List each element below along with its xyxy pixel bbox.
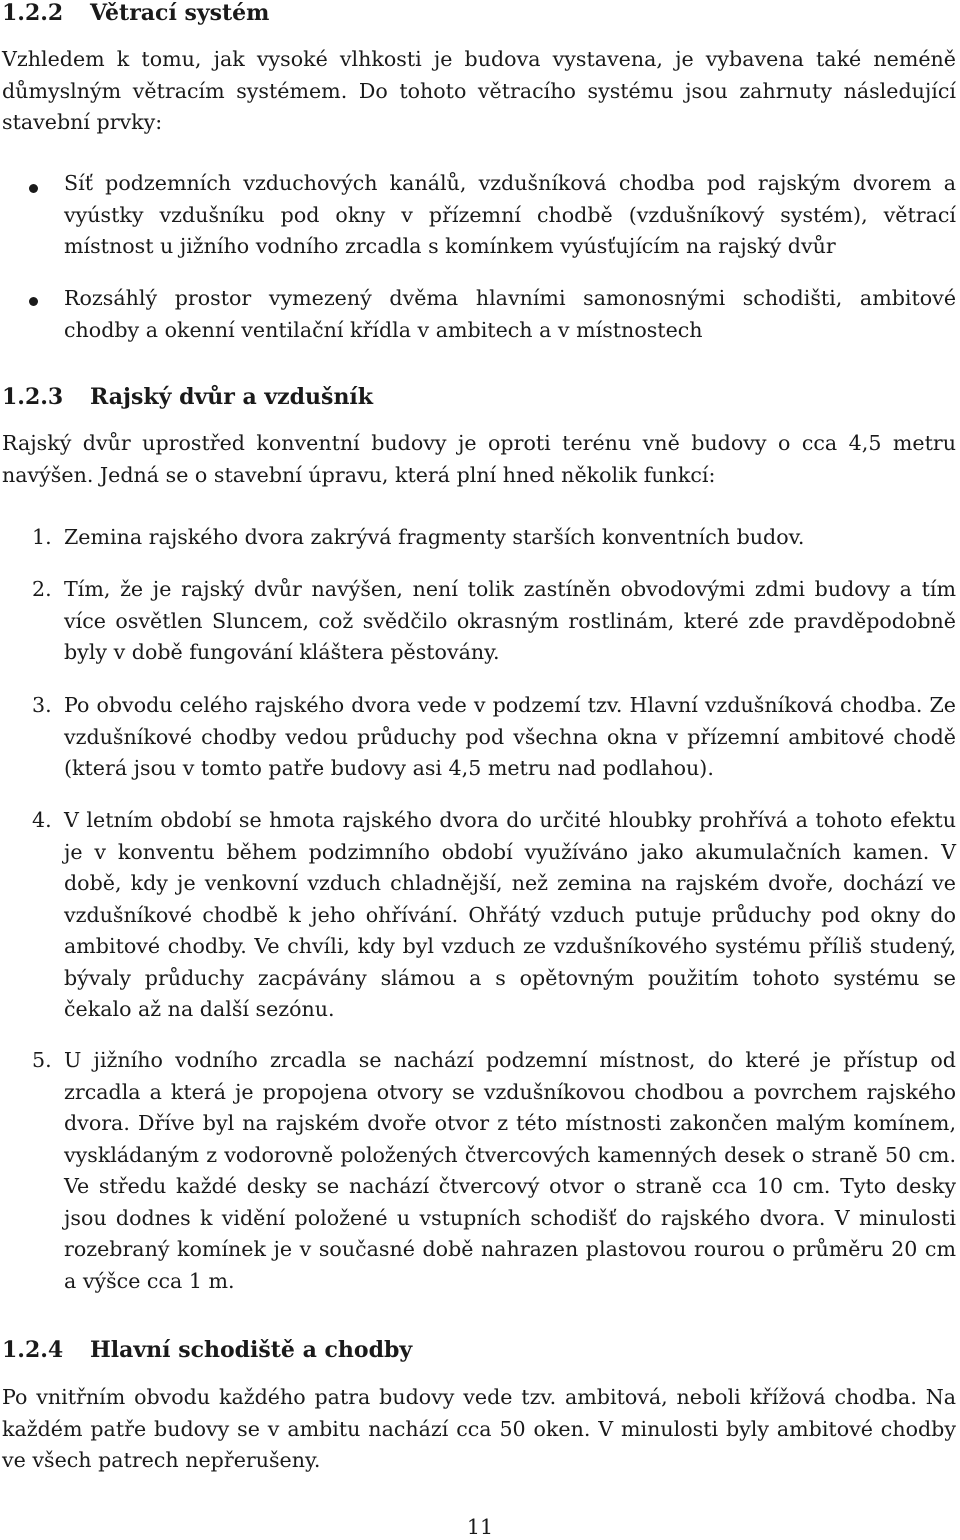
list-item-number: 3. (32, 693, 52, 717)
list-item-1: Zemina rajského dvora zakrývá fragmenty starších konventních budov. (64, 525, 805, 549)
section-heading-1-2-3 (2, 383, 373, 411)
bullet-marker (29, 297, 38, 306)
bullet-item-1: Síť podzemních vzduchových kanálů, vzdušníková chodba pod rajským dvorem a vyústky vzdušníku pod okny v přízemní chodbě (vzdušníkový systém), větrací místnost u jižního vodního zrcadla s komínkem vyúsťujícím na rajský dvůr (64, 171, 956, 258)
list-item-5: U jižního vodního zrcadla se nachází podzemní místnost, do které je přístup od zrcadla a která je propojena otvory se vzdušníkovou chodbou a povrchem rajského dvora. Dříve byl na rajském dvoře otvor z této místnosti zakončen malým komínem, vyskládaným z vodorovně položených čtvercových kamenných desek o straně 50 cm. Ve středu každé desky se nachází čtvercový otvor o straně cca 10 cm. Tyto desky jsou dodnes k vidění položené u vstupních schodišť do rajského dvora. V minulosti rozebraný komínek je v současné době nahrazen plastovou rourou o průměru 20 cm a výšce cca 1 m. (64, 1048, 956, 1293)
list-item-number: 5. (32, 1048, 52, 1072)
section-heading-1-2-4 (2, 1336, 412, 1364)
page-number: 11 (466, 1515, 494, 1539)
bullet-marker (29, 184, 38, 193)
section-number: 1.2.4 (2, 1337, 64, 1363)
section-intro-paragraph: Vzhledem k tomu, jak vysoké vlhkosti je budova vystavena, je vybavena také neméně důmyslným větracím systémem. Do tohoto větracího systému jsou zahrnuty následující stavební prvky: (2, 47, 956, 134)
section-title: Větrací systém (90, 0, 270, 26)
bullet-item-2: Rozsáhlý prostor vymezený dvěma hlavními samonosnými schodišti, ambitové chodby a okenní ventilační křídla v ambitech a v místnostech (64, 286, 956, 342)
section-title: Hlavní schodiště a chodby (90, 1337, 413, 1363)
list-item-4: V letním období se hmota rajského dvora do určité hloubky prohřívá a tohoto efektu je v konventu během podzimního období využíváno jako akumulačních kamen. V době, kdy je venkovní vzduch chladnější, než zemina na rajském dvoře, dochází ve vzdušníkové chodbě k jeho ohřívání. Ohřátý vzduch putuje průduchy pod okny do ambitové chodby. Ve chvíli, kdy byl vzduch ze vzdušníkového systému příliš studený, bývaly průduchy zacpávány slámou a s opětovným použitím tohoto systému se čekalo až na další sezónu. (64, 808, 956, 1021)
section-number: 1.2.3 (2, 384, 64, 410)
section-intro-paragraph: Rajský dvůr uprostřed konventní budovy je oproti terénu vně budovy o cca 4,5 metru navýšen. Jedná se o stavební úpravu, která plní hned několik funkcí: (2, 431, 956, 487)
list-item-3: Po obvodu celého rajského dvora vede v podzemí tzv. Hlavní vzdušníková chodba. Ze vzdušníkové chodby vedou průduchy pod všechna okna v přízemní ambitové chodě (která jsou v tomto patře budovy asi 4,5 metru nad podlahou). (64, 693, 956, 780)
section-number: 1.2.2 (2, 0, 64, 26)
section-intro-paragraph: Po vnitřním obvodu každého patra budovy vede tzv. ambitová, neboli křížová chodba. Na každém patře budovy se v ambitu nachází cca 50 oken. V minulosti byly ambitové chodby ve všech patrech nepřerušeny. (2, 1385, 956, 1472)
list-item-2: Tím, že je rajský dvůr navýšen, není tolik zastíněn obvodovými zdmi budovy a tím více osvětlen Sluncem, což svědčilo okrasným rostlinám, které zde pravděpodobně byly v době fungování kláštera pěstovány. (64, 577, 956, 664)
list-item-number: 4. (32, 808, 52, 832)
section-heading-1-2-2 (2, 0, 269, 27)
section-title: Rajský dvůr a vzdušník (90, 384, 374, 410)
list-item-number: 2. (32, 577, 52, 601)
list-item-number: 1. (32, 525, 52, 549)
